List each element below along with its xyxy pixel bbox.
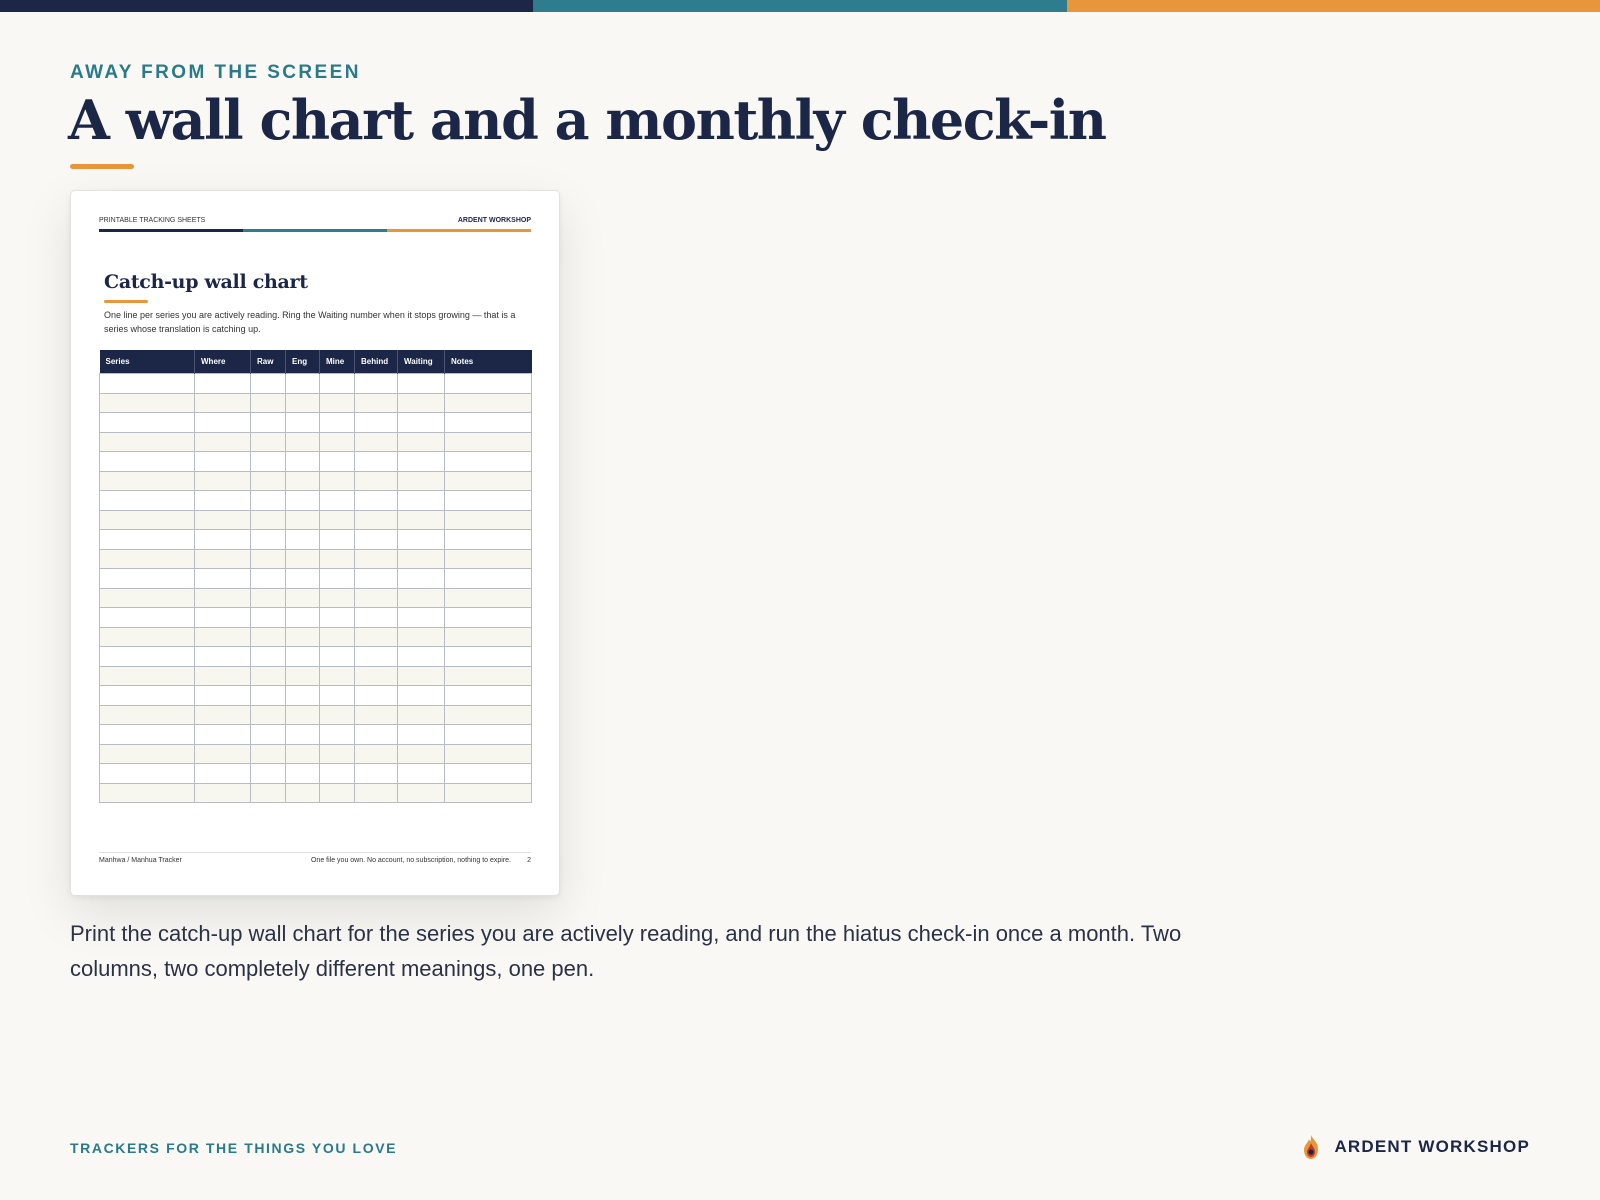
table-cell — [355, 452, 398, 472]
table-cell — [320, 510, 355, 530]
table-row — [100, 393, 532, 413]
table-cell — [251, 686, 286, 706]
sheet-title: Catch-up wall chart — [104, 271, 308, 293]
table-cell — [355, 413, 398, 433]
sheet-header — [99, 217, 531, 224]
table-cell — [286, 549, 320, 569]
table-cell — [445, 588, 532, 608]
table-cell — [320, 452, 355, 472]
table-cell — [355, 686, 398, 706]
sheet-footer-divider — [99, 852, 531, 853]
sheet-page-number: 2 — [527, 857, 531, 864]
table-row — [100, 432, 532, 452]
table-cell — [286, 413, 320, 433]
table-cell — [445, 452, 532, 472]
table-cell — [251, 588, 286, 608]
table-cell — [195, 569, 251, 589]
table-cell — [398, 783, 445, 803]
table-cell — [445, 608, 532, 628]
table-cell — [251, 393, 286, 413]
table-cell — [251, 627, 286, 647]
table-cell — [251, 725, 286, 745]
table-cell — [195, 783, 251, 803]
table-row — [100, 374, 532, 394]
sheet-bar-teal — [243, 229, 387, 232]
table-header-row — [100, 350, 532, 374]
table-cell — [398, 666, 445, 686]
table-cell — [100, 725, 195, 745]
table-cell — [286, 452, 320, 472]
table-cell — [100, 666, 195, 686]
printable-sheet-preview — [70, 190, 560, 896]
table-cell — [251, 491, 286, 511]
sheet-accent-bar — [99, 229, 531, 232]
table-cell — [195, 705, 251, 725]
table-cell — [320, 666, 355, 686]
table-cell — [320, 686, 355, 706]
table-cell — [251, 374, 286, 394]
table-cell — [398, 510, 445, 530]
table-cell — [195, 666, 251, 686]
table-cell — [100, 452, 195, 472]
table-cell — [445, 783, 532, 803]
table-cell — [398, 471, 445, 491]
table-cell — [100, 413, 195, 433]
table-cell — [445, 569, 532, 589]
table-cell — [251, 783, 286, 803]
table-cell — [100, 471, 195, 491]
table-cell — [251, 569, 286, 589]
table-cell — [320, 432, 355, 452]
table-cell — [355, 569, 398, 589]
table-cell — [251, 744, 286, 764]
table-cell — [100, 686, 195, 706]
table-cell — [355, 491, 398, 511]
table-cell — [195, 491, 251, 511]
top-accent-bar — [0, 0, 1600, 12]
table-row — [100, 569, 532, 589]
table-cell — [251, 530, 286, 550]
table-cell — [445, 744, 532, 764]
table-cell — [100, 432, 195, 452]
table-row — [100, 686, 532, 706]
table-cell — [445, 666, 532, 686]
table-cell — [355, 647, 398, 667]
table-cell — [445, 647, 532, 667]
table-cell — [445, 627, 532, 647]
table-cell — [355, 530, 398, 550]
sheet-footer-note: One file you own. No account, no subscription, nothing to expire. — [310, 857, 511, 864]
table-cell — [286, 530, 320, 550]
table-cell — [195, 744, 251, 764]
table-cell — [100, 764, 195, 784]
table-cell — [445, 510, 532, 530]
table-cell — [398, 647, 445, 667]
table-cell — [195, 393, 251, 413]
table-cell — [445, 413, 532, 433]
flame-gear-icon — [1300, 1134, 1322, 1160]
table-row — [100, 530, 532, 550]
table-cell — [320, 588, 355, 608]
table-cell — [251, 666, 286, 686]
table-row — [100, 491, 532, 511]
table-cell — [355, 471, 398, 491]
table-cell — [320, 705, 355, 725]
table-cell — [355, 432, 398, 452]
table-cell — [251, 471, 286, 491]
accent-bar-teal — [533, 0, 1066, 12]
eyebrow-label: AWAY FROM THE SCREEN — [70, 62, 361, 83]
table-cell — [286, 705, 320, 725]
table-cell — [445, 471, 532, 491]
table-cell — [195, 764, 251, 784]
table-cell — [286, 744, 320, 764]
table-cell — [100, 588, 195, 608]
column-header-eng: Eng — [286, 350, 320, 374]
table-cell — [355, 725, 398, 745]
table-cell — [355, 549, 398, 569]
table-cell — [355, 764, 398, 784]
table-row — [100, 744, 532, 764]
table-cell — [195, 608, 251, 628]
column-header-notes: Notes — [445, 350, 532, 374]
table-cell — [398, 393, 445, 413]
table-cell — [320, 783, 355, 803]
table-cell — [398, 569, 445, 589]
sheet-bar-orange — [387, 229, 531, 232]
table-cell — [195, 452, 251, 472]
table-cell — [320, 413, 355, 433]
table-cell — [320, 647, 355, 667]
table-cell — [195, 432, 251, 452]
table-cell — [286, 393, 320, 413]
table-cell — [100, 569, 195, 589]
table-cell — [251, 608, 286, 628]
table-cell — [320, 627, 355, 647]
footer-brand — [1300, 1134, 1530, 1160]
table-cell — [251, 549, 286, 569]
table-cell — [398, 588, 445, 608]
table-cell — [100, 393, 195, 413]
table-cell — [195, 647, 251, 667]
column-header-where: Where — [195, 350, 251, 374]
table-row — [100, 608, 532, 628]
table-cell — [286, 491, 320, 511]
table-cell — [355, 627, 398, 647]
column-header-mine: Mine — [320, 350, 355, 374]
table-cell — [320, 764, 355, 784]
table-cell — [445, 530, 532, 550]
table-row — [100, 452, 532, 472]
table-cell — [355, 393, 398, 413]
table-cell — [355, 705, 398, 725]
table-cell — [286, 510, 320, 530]
table-cell — [445, 705, 532, 725]
sheet-title-underline — [104, 300, 148, 303]
table-cell — [286, 432, 320, 452]
table-cell — [100, 549, 195, 569]
table-cell — [355, 744, 398, 764]
table-cell — [398, 608, 445, 628]
table-cell — [398, 374, 445, 394]
table-cell — [398, 432, 445, 452]
table-cell — [355, 510, 398, 530]
table-cell — [445, 725, 532, 745]
table-cell — [251, 764, 286, 784]
table-cell — [286, 666, 320, 686]
table-cell — [195, 725, 251, 745]
table-cell — [286, 471, 320, 491]
table-cell — [100, 608, 195, 628]
table-cell — [398, 452, 445, 472]
body-paragraph: Print the catch-up wall chart for the series you are actively reading, and run the hiatus check-in once a month. Two columns, two completely different meanings, one pen. — [70, 921, 1182, 981]
table-cell — [286, 627, 320, 647]
column-header-series: Series — [100, 350, 195, 374]
table-row — [100, 647, 532, 667]
table-row — [100, 725, 532, 745]
table-cell — [286, 647, 320, 667]
table-row — [100, 627, 532, 647]
table-cell — [195, 530, 251, 550]
page-title: A wall chart and a monthly check-in — [68, 88, 1106, 152]
table-cell — [286, 725, 320, 745]
table-cell — [251, 452, 286, 472]
table-cell — [445, 764, 532, 784]
accent-bar-orange — [1067, 0, 1600, 12]
table-cell — [320, 549, 355, 569]
table-cell — [398, 413, 445, 433]
column-header-waiting: Waiting — [398, 350, 445, 374]
table-cell — [251, 432, 286, 452]
table-cell — [320, 569, 355, 589]
table-cell — [100, 647, 195, 667]
table-cell — [355, 666, 398, 686]
table-cell — [445, 491, 532, 511]
sheet-header-brand: ARDENT WORKSHOP — [457, 217, 531, 224]
table-row — [100, 705, 532, 725]
table-row — [100, 783, 532, 803]
table-cell — [251, 647, 286, 667]
table-row — [100, 413, 532, 433]
column-header-raw: Raw — [251, 350, 286, 374]
table-cell — [320, 530, 355, 550]
accent-bar-navy — [0, 0, 533, 12]
table-cell — [100, 491, 195, 511]
sheet-header-label: PRINTABLE TRACKING SHEETS — [99, 217, 206, 224]
table-body — [100, 374, 532, 803]
table-cell — [355, 783, 398, 803]
sheet-footer-product: Manhwa / Manhua Tracker — [99, 857, 182, 864]
table-cell — [251, 705, 286, 725]
table-cell — [286, 588, 320, 608]
table-cell — [286, 686, 320, 706]
table-cell — [398, 627, 445, 647]
table-cell — [398, 725, 445, 745]
table-cell — [445, 393, 532, 413]
table-cell — [398, 705, 445, 725]
table-cell — [398, 530, 445, 550]
table-cell — [195, 686, 251, 706]
table-row — [100, 764, 532, 784]
table-cell — [251, 510, 286, 530]
table-cell — [286, 608, 320, 628]
table-row — [100, 549, 532, 569]
table-cell — [100, 705, 195, 725]
table-cell — [195, 413, 251, 433]
table-cell — [398, 744, 445, 764]
table-cell — [355, 374, 398, 394]
table-cell — [100, 744, 195, 764]
sheet-bar-navy — [99, 229, 243, 232]
table-cell — [251, 413, 286, 433]
table-cell — [100, 374, 195, 394]
table-cell — [286, 569, 320, 589]
footer-brand-name: ARDENT WORKSHOP — [1334, 1137, 1530, 1156]
table-row — [100, 471, 532, 491]
table-cell — [320, 374, 355, 394]
table-cell — [398, 491, 445, 511]
table-cell — [195, 549, 251, 569]
table-cell — [286, 783, 320, 803]
table-cell — [398, 764, 445, 784]
table-row — [100, 666, 532, 686]
title-underline — [70, 164, 134, 169]
table-cell — [195, 588, 251, 608]
table-cell — [195, 627, 251, 647]
table-cell — [320, 393, 355, 413]
table-cell — [100, 510, 195, 530]
table-cell — [195, 374, 251, 394]
table-cell — [286, 374, 320, 394]
table-cell — [100, 783, 195, 803]
wall-chart-table — [99, 350, 532, 803]
table-cell — [195, 471, 251, 491]
table-cell — [195, 510, 251, 530]
table-cell — [355, 588, 398, 608]
column-header-behind: Behind — [355, 350, 398, 374]
table-cell — [320, 744, 355, 764]
table-row — [100, 510, 532, 530]
table-cell — [100, 530, 195, 550]
table-cell — [320, 725, 355, 745]
table-cell — [398, 549, 445, 569]
table-cell — [445, 432, 532, 452]
sheet-description: One line per series you are actively reading. Ring the Waiting number when it stops growing — that is a series whose translation is catching up. — [104, 310, 516, 334]
table-cell — [100, 627, 195, 647]
table-cell — [445, 374, 532, 394]
footer-tagline: TRACKERS FOR THE THINGS YOU LOVE — [70, 1140, 398, 1156]
table-cell — [320, 491, 355, 511]
table-cell — [286, 764, 320, 784]
table-cell — [398, 686, 445, 706]
table-row — [100, 588, 532, 608]
table-cell — [320, 608, 355, 628]
table-cell — [355, 608, 398, 628]
table-cell — [445, 686, 532, 706]
table-cell — [445, 549, 532, 569]
table-cell — [320, 471, 355, 491]
